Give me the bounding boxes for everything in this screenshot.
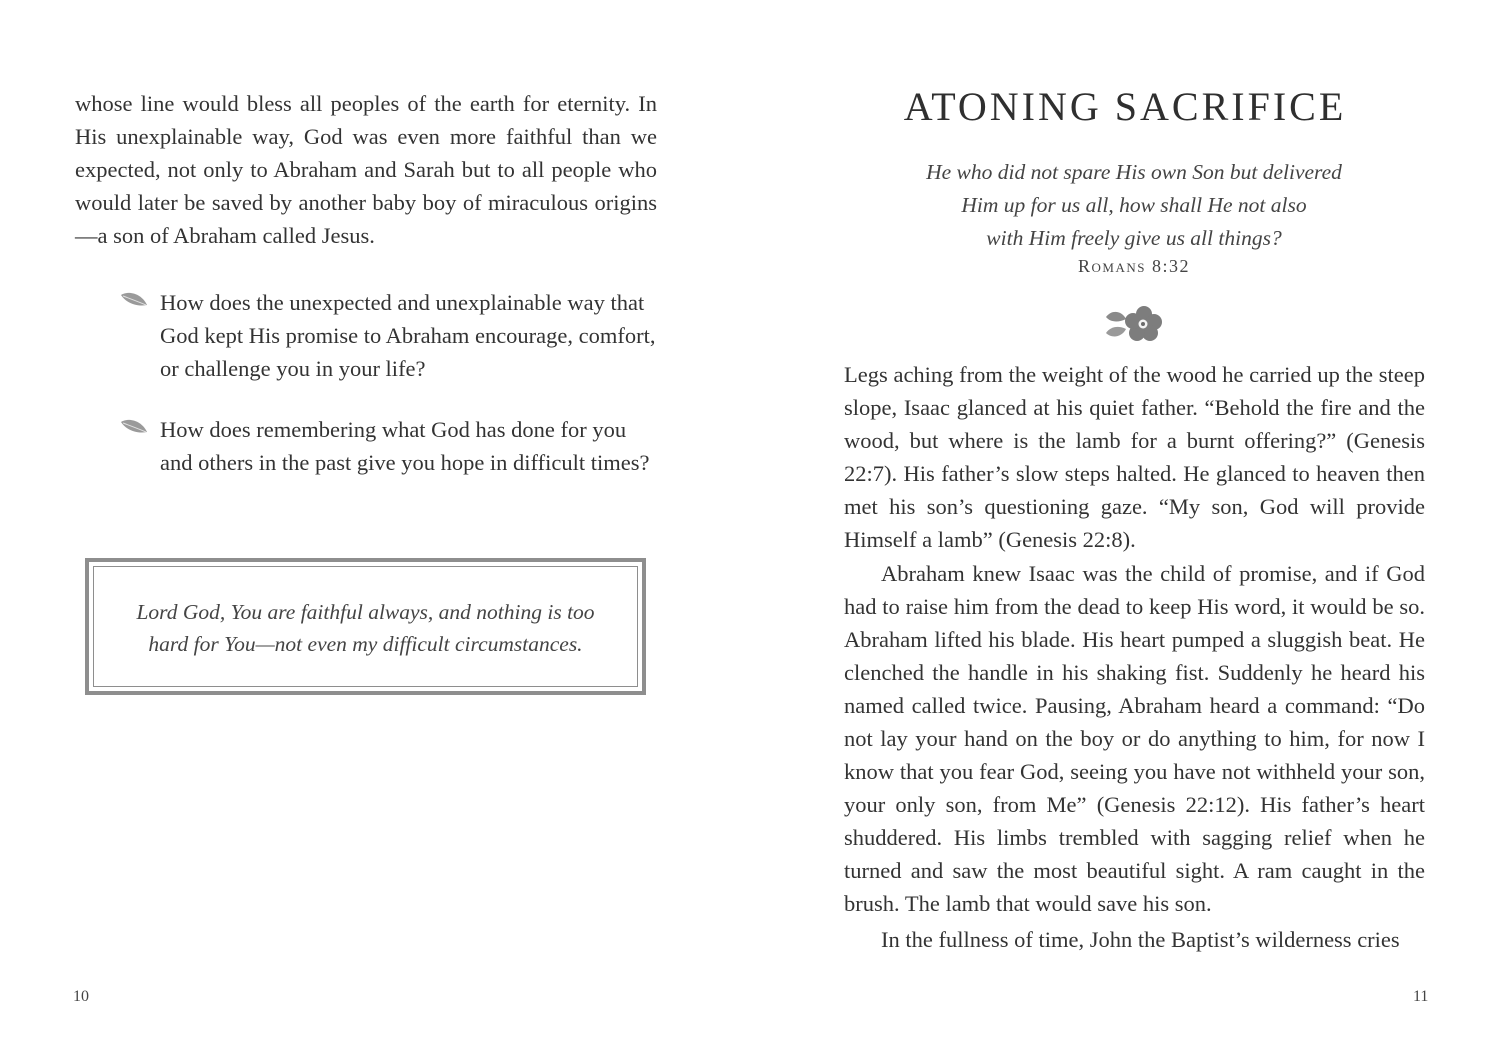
question-text: How does the unexpected and unexplainable way that God kept His promise to Abraham encourage, comfort, or challenge you in your life?	[160, 290, 656, 381]
leaf-bullet-icon	[120, 418, 148, 436]
chapter-title: ATONING SACRIFICE	[903, 84, 1347, 129]
prayer-text	[89, 596, 642, 660]
verse-line-3: with Him freely give us all things?	[986, 226, 1282, 250]
right-page	[750, 0, 1500, 1050]
verse-line-2: Him up for us all, how shall He not also	[961, 193, 1307, 217]
verse-reference: Romans 8:32	[1078, 256, 1190, 276]
prayer-line-2: hard for You—not even my difficult circumstances.	[148, 632, 583, 656]
flower-ornament-icon	[1104, 303, 1164, 343]
leaf-bullet-icon	[120, 291, 148, 309]
body-paragraph: In the fullness of time, John the Baptist’s wilderness cries	[881, 927, 1400, 952]
verse-line-1: He who did not spare His own Son but delivered	[926, 160, 1342, 184]
question-text: How does remembering what God has done for you and others in the past give you hope in difficult times?	[160, 417, 650, 475]
page-number-left: 10	[73, 988, 89, 1005]
question-item	[120, 286, 660, 385]
reflection-questions	[120, 286, 660, 507]
question-item	[120, 413, 660, 479]
body-paragraph: Abraham knew Isaac was the child of promise, and if God had to raise him from the dead to keep His word, it would be so. Abraham lifted his blade. His heart pumped a sluggish beat. He clenched the handle in his shaking fist. Suddenly he heard his named called twice. Pausing, Abraham heard a command: “Do not lay your hand on the boy or do anything to him, for now I know that you fear God, seeing you have not withheld your son, your only son, from Me” (Genesis 22:12). His father’s heart shuddered. His limbs trembled with sagging relief when he turned and saw the most beautiful sight. A ram caught in the brush. The lamb that would save his son.	[844, 561, 1425, 916]
body-paragraph: Legs aching from the weight of the wood he carried up the steep slope, Isaac glanced at his quiet father. “Behold the fire and the wood, but where is the lamb for a burnt offering?” (Genesis 22:7). His father’s slow steps halted. He glanced to heaven then met his son’s questioning gaze. “My son, God will provide Himself a lamb” (Genesis 22:8).	[844, 362, 1425, 552]
page-number-right: 11	[1413, 988, 1429, 1005]
epigraph-verse	[750, 156, 1500, 255]
prayer-box	[85, 558, 646, 695]
prayer-line-1: Lord God, You are faithful always, and nothing is too	[136, 600, 595, 624]
intro-paragraph: whose line would bless all peoples of the earth for eternity. In His unexplainable way, God was even more faithful than we expected, not only to Abraham and Sarah but to all people who would later be saved by another baby boy of miraculous origins—a son of Abraham called Jesus.	[75, 91, 657, 248]
